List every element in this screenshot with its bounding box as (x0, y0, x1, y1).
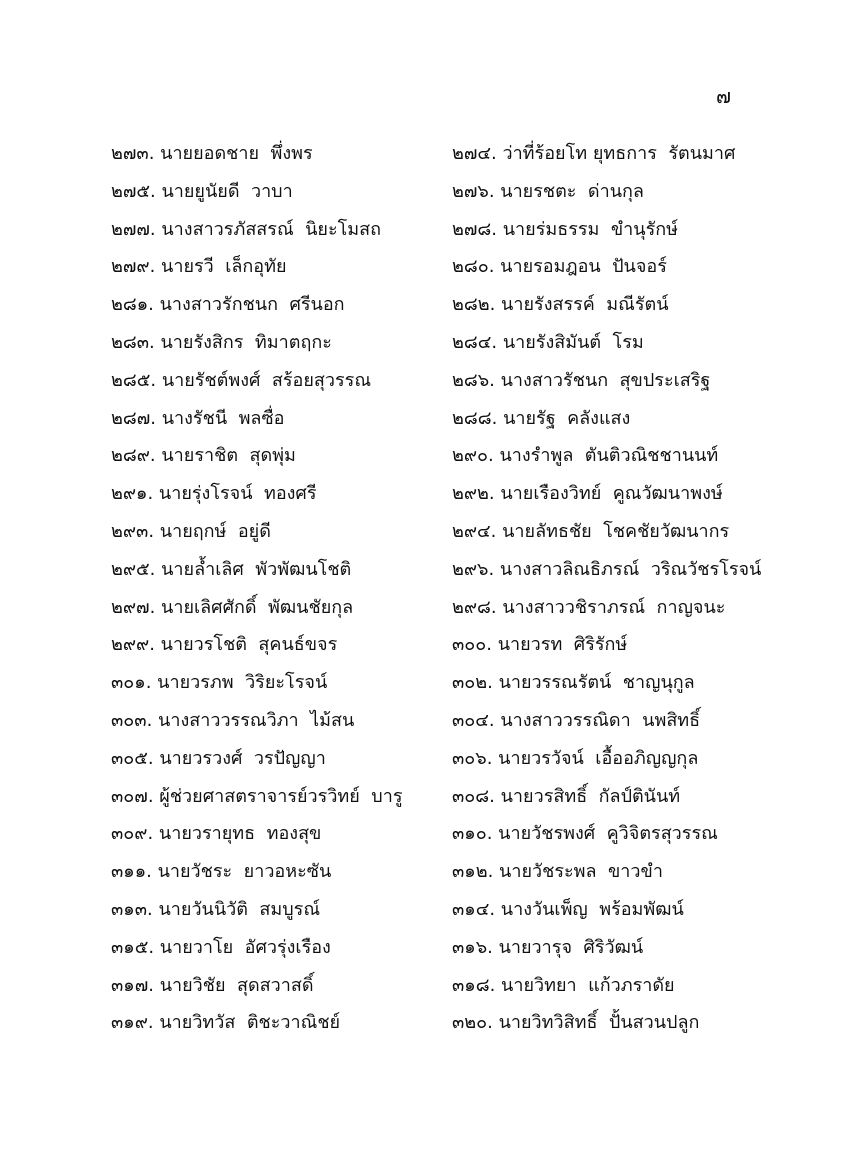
list-item: ๒๗๓. นายยอดชาย พึ่งพร (111, 143, 313, 164)
list-item: ๒๘๙. นายราชิต สุดพุ่ม (111, 445, 296, 467)
list-item: ๓๐๗. ผู้ช่วยศาสตราจารย์วรวิทย์ บารู (111, 785, 403, 807)
list-item: ๒๘๔. นายรังสิมันต์ โรม (452, 331, 644, 353)
list-item: ๓๐๐. นายวรท ศิริรักษ์ (452, 634, 628, 656)
list-item: ๒๘๑. นางสาวรักชนก ศรีนอก (111, 294, 345, 316)
list-item: ๒๙๘. นางสาววชิราภรณ์ กาญจนะ (452, 596, 726, 618)
list-item: ๓๑๙. นายวิทวัส ติชะวาณิชย์ (111, 1012, 341, 1034)
list-item: ๓๑๖. นายวารุจ ศิริวัฒน์ (452, 936, 644, 958)
list-item: ๒๗๔. ว่าที่ร้อยโท ยุทธการ รัตนมาศ (452, 143, 736, 164)
list-item: ๓๐๕. นายวรวงศ์ วรปัญญา (111, 747, 326, 769)
page-number: ๗ (716, 84, 732, 108)
list-item: ๓๑๑. นายวัชระ ยาวอหะซัน (111, 861, 332, 883)
list-item: ๒๙๒. นายเรืองวิทย์ คูณวัฒนาพงษ์ (452, 483, 723, 505)
list-item: ๓๑๘. นายวิทยา แก้วภราดัย (452, 974, 675, 996)
list-item: ๒๙๕. นายล้ำเลิศ พัวพัฒนโชติ (111, 558, 352, 580)
list-item: ๓๑๗. นายวิชัย สุดสวาสดิ์ (111, 974, 314, 996)
list-item: ๓๐๓. นางสาววรรณวิภา ไม้สน (111, 709, 355, 731)
list-item: ๓๑๔. นางวันเพ็ญ พร้อมพัฒน์ (452, 898, 684, 920)
list-item: ๒๘๓. นายรังสิกร ทิมาตฤกะ (111, 331, 332, 353)
list-item: ๒๙๔. นายลัทธชัย โชคชัยวัฒนากร (452, 520, 730, 542)
list-item: ๒๗๙. นายรวี เล็กอุทัย (111, 256, 287, 278)
list-item: ๓๑๐. นายวัชรพงศ์ คูวิจิตรสุวรรณ (452, 823, 718, 845)
list-item: ๒๘๐. นายรอมฎอน ปันจอร์ (452, 256, 667, 278)
list-item: ๒๘๖. นางสาวรัชนก สุขประเสริฐ (452, 369, 711, 391)
list-item: ๒๙๓. นายฤกษ์ อยู่ดี (111, 520, 271, 542)
names-list (111, 140, 762, 1047)
list-item: ๓๒๐. นายวิทวิสิทธิ์ ปั้นสวนปลูก (452, 1012, 700, 1034)
list-item: ๒๘๒. นายรังสรรค์ มณีรัตน์ (452, 294, 669, 316)
list-item: ๓๑๒. นายวัชระพล ขาวขำ (452, 861, 663, 883)
list-item: ๓๐๒. นายวรรณรัตน์ ชาญนุกูล (452, 672, 695, 694)
list-item: ๓๑๓. นายวันนิวัติ สมบูรณ์ (111, 898, 321, 920)
list-item: ๒๘๗. นางรัชนี พลซื่อ (111, 407, 285, 429)
list-item: ๓๑๕. นายวาโย อัศวรุ่งเรือง (111, 936, 331, 958)
list-item: ๒๗๕. นายยูนัยดี วาบา (111, 180, 293, 202)
list-item: ๓๐๙. นายวรายุทธ ทองสุข (111, 823, 322, 845)
list-item: ๒๙๑. นายรุ่งโรจน์ ทองศรี (111, 483, 317, 505)
list-item: ๓๐๖. นายวรวัจน์ เอื้ออภิญญกุล (452, 747, 699, 769)
list-item: ๒๗๗. นางสาวรภัสสรณ์ นิยะโมสถ (111, 218, 382, 240)
list-item: ๓๐๔. นางสาววรรณิดา นพสิทธิ์ (452, 709, 701, 731)
list-item: ๓๐๑. นายวรภพ วิริยะโรจน์ (111, 672, 328, 694)
list-item: ๒๗๘. นายร่มธรรม ขำนุรักษ์ (452, 218, 679, 240)
list-item: ๒๙๐. นางรำพูล ตันติวณิชชานนท์ (452, 445, 719, 467)
list-item: ๒๘๕. นายรัชต์พงศ์ สร้อยสุวรรณ (111, 369, 372, 391)
list-item: ๒๙๖. นางสาวลิณธิภรณ์ วริณวัชรโรจน์ (452, 558, 762, 580)
list-item: ๒๙๗. นายเลิศศักดิ์ พัฒนชัยกุล (111, 596, 354, 618)
list-item: ๒๙๙. นายวรโชติ สุคนธ์ขจร (111, 634, 338, 656)
list-item: ๒๘๘. นายรัฐ คลังแสง (452, 407, 631, 429)
list-item: ๓๐๘. นายวรสิทธิ์ กัลป์ตินันท์ (452, 785, 681, 807)
list-item: ๒๗๖. นายรชตะ ด่านกุล (452, 180, 644, 202)
